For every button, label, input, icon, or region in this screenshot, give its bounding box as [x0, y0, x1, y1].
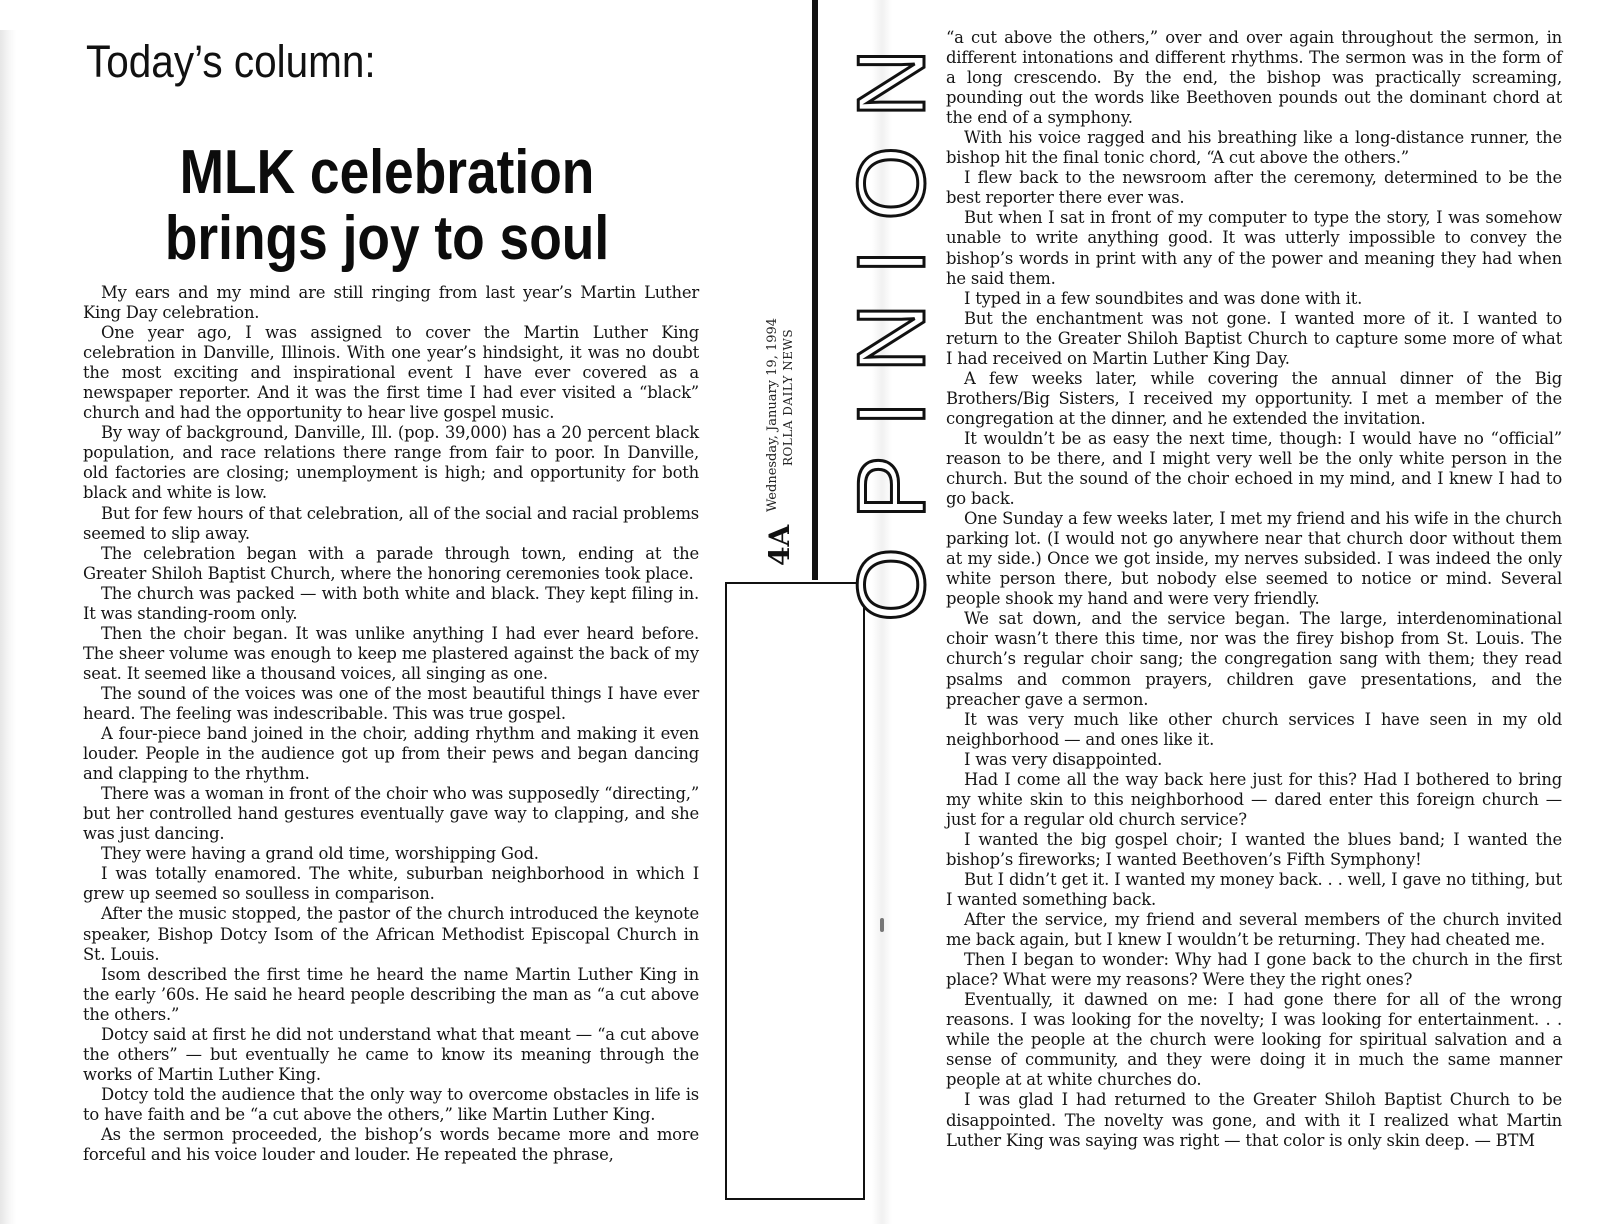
headline-line-1: MLK celebration — [179, 138, 595, 207]
paragraph: With his voice ragged and his breathing like a long-distance runner, the bishop hit the final tonic chord, “A cut above the others.” — [946, 128, 1562, 168]
vertical-rule — [812, 0, 818, 580]
paragraph: We sat down, and the service began. The large, interdenominational choir wasn’t there this time, nor was the firey bishop from St. Louis. The church’s regular choir sang; the congregation sang with them; they read psalms and common prayers, children gave presentations, and the preacher gave a sermon. — [946, 609, 1562, 709]
section-banner — [725, 582, 865, 1200]
paragraph: The church was packed — with both white and black. They kept filing in. It was standing-room only. — [83, 583, 699, 623]
paragraph: By way of background, Danville, Ill. (pop. 39,000) has a 20 percent black population, and race relations there range from fair to poor. In Danville, old factories are closing; unemployment is high; and opportunity for both black and white is low. — [83, 423, 699, 503]
paragraph: I was very disappointed. — [964, 749, 1163, 769]
paragraph: It wouldn’t be as easy the next time, though: I would have no “official” reason to be there, and I might very well be the only white person in the church. But the sound of the choir echoed in my mind, and I knew I had to go back. — [946, 428, 1562, 509]
page-number: 4A — [763, 524, 796, 566]
headline — [125, 140, 650, 272]
headline-line-2: brings joy to soul — [164, 204, 610, 273]
paragraph: But I didn’t get it. I wanted my money back. . . well, I gave no tithing, but I wanted something back. — [946, 869, 1562, 910]
paragraph: The sound of the voices was one of the most beautiful things I have ever heard. The feeling was indescribable. This was true gospel. — [83, 683, 699, 723]
paragraph: The celebration began with a parade through town, ending at the Greater Shiloh Baptist Church, where the honoring ceremonies took place. — [83, 543, 699, 583]
paragraph: I was glad I had returned to the Greater Shiloh Baptist Church to be disappointed. The novelty was gone, and with it I realized what Martin Luther King was saying was right — that color is only skin deep. — BTM — [946, 1090, 1562, 1150]
paragraph: Isom described the first time he heard the name Martin Luther King in the early ’60s. He said he heard people describing the man as “a cut above the others.” — [83, 964, 699, 1024]
paragraph: A four-piece band joined in the choir, adding rhythm and making it even louder. People in the audience got up from their pews and began dancing and clapping to the rhythm. — [83, 724, 699, 784]
paragraph: Dotcy told the audience that the only way to overcome obstacles in life is to have faith and be “a cut above the others,” like Martin Luther King. — [83, 1084, 699, 1124]
paragraph: But for few hours of that celebration, all of the social and racial problems seemed to slip away. — [83, 503, 699, 543]
paragraph: After the service, my friend and several members of the church invited me back again, but I knew I wouldn’t be returning. They had cheated me. — [946, 910, 1562, 950]
paragraph: I wanted the big gospel choir; I wanted the blues band; I wanted the bishop’s fireworks; I wanted Beethoven’s Fifth Symphony! — [946, 829, 1562, 869]
paragraph: Then the choir began. It was unlike anything I had ever heard before. The sheer volume was enough to keep me plastered against the back of my seat. It seemed like a thousand voices, all singing as one. — [83, 623, 699, 683]
paragraph: But when I sat in front of my computer to type the story, I was somehow unable to write anything good. It was utterly impossible to convey the bishop’s words in print with any of the power and meaning they had when he said them. — [946, 208, 1562, 288]
newspaper-name: ROLLA DAILY NEWS — [781, 328, 795, 466]
paragraph: Then I began to wonder: Why had I gone back to the church in the first place? What were my reasons? Were they the right ones? — [946, 950, 1562, 990]
paragraph: A few weeks later, while covering the annual dinner of the Big Brothers/Big Sisters, I received my opportunity. I met a member of the congregation at the dinner, and he extended the invitation. — [946, 368, 1562, 428]
issue-date: Wednesday, January 19, 1994 — [765, 317, 780, 512]
paragraph: I was totally enamored. The white, suburban neighborhood in which I grew up seemed so soulless in comparison. — [83, 864, 699, 904]
paragraph: They were having a grand old time, worshipping God. — [101, 844, 539, 864]
paragraph: As the sermon proceeded, the bishop’s words became more and more forceful and his voice louder and louder. He repeated the phrase, — [83, 1124, 699, 1165]
paragraph: My ears and my mind are still ringing from last year’s Martin Luther King Day celebration. — [83, 283, 699, 323]
paragraph: Dotcy said at first he did not understand what that meant — “a cut above the others” — but eventually he came to know its meaning through the works of Martin Luther King. — [83, 1024, 699, 1084]
paragraph: Had I come all the way back here just for this? Had I bothered to bring my white skin to this neighborhood — dared enter this foreign church — just for a regular old church service? — [946, 769, 1562, 829]
paragraph: After the music stopped, the pastor of the church introduced the keynote speaker, Bishop Dotcy Isom of the African Methodist Episcopal Church in St. Louis. — [83, 904, 699, 964]
paragraph: Eventually, it dawned on me: I had gone there for all of the wrong reasons. I was looking for the novelty; I was looking for entertainment. . . while the people at the church were looking for spiritual salvation and a sense of community, and they were doing it in much the same manner people at at white churches do. — [946, 990, 1562, 1090]
paragraph: I typed in a few soundbites and was done with it. — [964, 288, 1363, 308]
paragraph: “a cut above the others,” over and over again throughout the sermon, in different intonations and different rhythms. The sermon was in the form of a long crescendo. By the end, the bishop was practically screaming, pounding out the words like Beethoven pounds out the dominant chord at the end of a symphony. — [946, 28, 1562, 128]
paragraph: One year ago, I was assigned to cover the Martin Luther King celebration in Danville, Illinois. With one year’s hindsight, it was no doubt the most exciting and inspirational event I have ever covered as a newspaper reporter. And it was the first time I had ever visited a “black” church and had the opportunity to hear live gospel music. — [83, 323, 699, 423]
article-column-right — [946, 28, 1562, 1151]
paragraph: But the enchantment was not gone. I wanted more of it. I wanted to return to the Greater Shiloh Baptist Church to capture some more of what I had received on Martin Luther King Day. — [946, 308, 1562, 368]
scan-speck — [880, 918, 884, 932]
paragraph: There was a woman in front of the choir who was supposedly “directing,” but her controlled hand gestures eventually gave way to clapping, and she was just dancing. — [83, 784, 699, 844]
paragraph: It was very much like other church services I have seen in my old neighborhood — and ones like it. — [946, 709, 1562, 749]
paragraph: One Sunday a few weeks later, I met my friend and his wife in the church parking lot. (I would not go anywhere near that church door without them at my side.) Once we got inside, my nerves subsided. I was indeed the only white person there, but nobody else seemed to notice or mind. Several people shook my hand and were very friendly. — [946, 509, 1562, 609]
section-title: OPINION — [838, 20, 945, 622]
column-label: Today’s column: — [86, 36, 376, 87]
scan-shadow-left — [0, 30, 16, 1224]
article-column-left — [83, 283, 699, 1165]
paragraph: I flew back to the newsroom after the ceremony, determined to be the best reporter there ever was. — [946, 168, 1562, 208]
